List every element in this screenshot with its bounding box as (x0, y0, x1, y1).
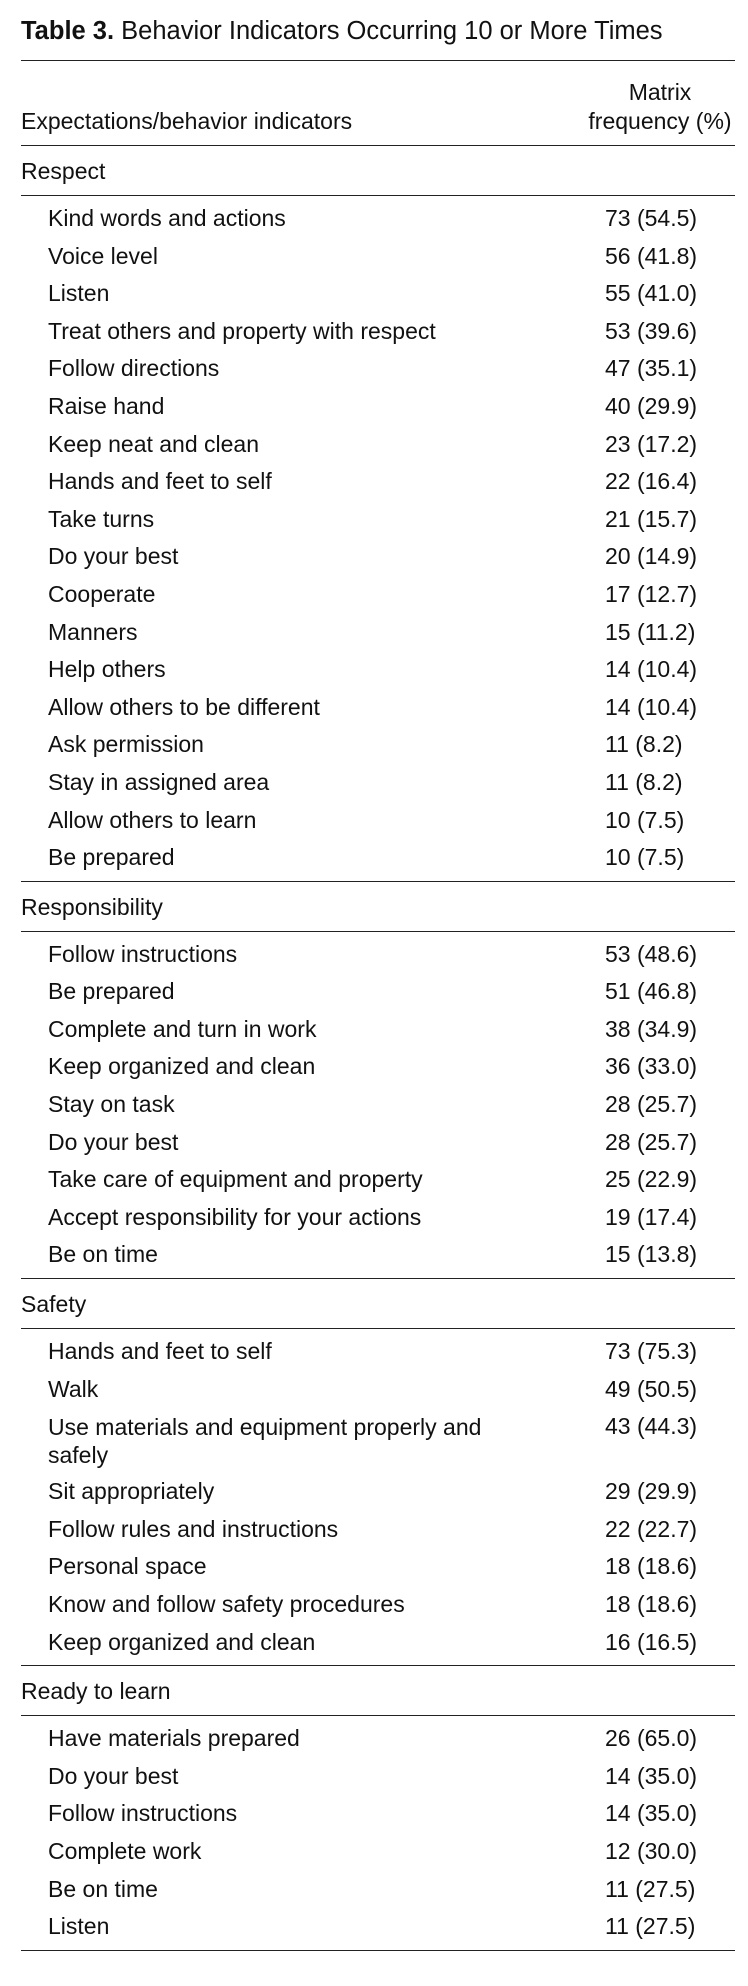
frequency-value: 47 (35.1) (605, 355, 698, 382)
table-section-respect (21, 146, 735, 881)
indicator-label: Know and follow safety procedures (48, 1591, 405, 1617)
table-row (21, 1624, 735, 1662)
indicator-label: Walk (48, 1375, 99, 1402)
frequency-value: 11 (8.2) (605, 768, 683, 795)
table-row (21, 1333, 735, 1371)
section-label: Ready to learn (21, 1678, 171, 1705)
frequency-value: 19 (17.4) (605, 1203, 698, 1230)
indicator-label: Have materials prepared (48, 1725, 300, 1752)
table-row (21, 1124, 735, 1162)
frequency-value: 55 (41.0) (605, 280, 698, 307)
table-header (21, 61, 735, 145)
frequency-value: 15 (11.2) (605, 618, 696, 645)
indicator-label: Be on time (48, 1875, 158, 1902)
indicator-label: Do your best (48, 1128, 179, 1155)
frequency-value: 38 (34.9) (605, 1015, 698, 1042)
indicator-label: Follow directions (48, 355, 220, 382)
indicator-label: Sit appropriately (48, 1478, 215, 1505)
indicator-label: Follow instructions (48, 940, 238, 967)
table-row (21, 1011, 735, 1049)
table-row (21, 1758, 735, 1796)
indicator-label: Use materials and equipment properly and safely (48, 1414, 482, 1469)
table-row (21, 802, 735, 840)
indicator-label: Voice level (48, 242, 158, 269)
section-label: Respect (21, 158, 106, 184)
indicator-label: Hands and feet to self (48, 468, 272, 495)
table-row (21, 1720, 735, 1758)
table-row (21, 973, 735, 1011)
indicator-label: Follow rules and instructions (48, 1515, 339, 1542)
frequency-value: 18 (18.6) (605, 1591, 698, 1617)
table-row (21, 538, 735, 576)
frequency-value: 10 (7.5) (605, 844, 685, 871)
frequency-value: 17 (12.7) (605, 580, 698, 607)
indicator-label: Ask permission (48, 731, 204, 758)
frequency-value: 49 (50.5) (605, 1375, 698, 1402)
frequency-value: 14 (35.0) (605, 1762, 698, 1789)
table-row (21, 1086, 735, 1124)
frequency-value: 18 (18.6) (605, 1553, 698, 1580)
indicator-label: Accept responsibility for your actions (48, 1203, 422, 1230)
indicator-label: Stay on task (48, 1091, 175, 1118)
column-header-indicators: Expectations/behavior indicators (21, 108, 353, 134)
column-header-frequency (580, 78, 740, 136)
column-header-frequency-line2: frequency (%) (588, 108, 732, 134)
table-row (21, 839, 735, 877)
frequency-value: 73 (75.3) (605, 1338, 698, 1365)
table-row (21, 576, 735, 614)
table-page (21, 0, 735, 1951)
table-row (21, 1586, 735, 1624)
indicator-label: Take care of equipment and property (48, 1166, 423, 1193)
frequency-value: 14 (10.4) (605, 693, 698, 720)
frequency-value: 25 (22.9) (605, 1166, 698, 1193)
indicator-label: Be on time (48, 1241, 158, 1268)
table-row (21, 936, 735, 974)
table-title (21, 16, 735, 46)
indicator-label: Manners (48, 618, 138, 645)
table-body (21, 146, 735, 1951)
frequency-value: 53 (39.6) (605, 317, 698, 344)
table-row (21, 501, 735, 539)
table-number: Table 3. (21, 17, 115, 45)
table-row (21, 1511, 735, 1549)
indicator-label: Allow others to learn (48, 806, 257, 833)
indicator-label: Keep organized and clean (48, 1628, 316, 1655)
frequency-value: 73 (54.5) (605, 205, 698, 231)
frequency-value: 56 (41.8) (605, 242, 698, 269)
indicator-label: Listen (48, 1913, 110, 1940)
frequency-value: 53 (48.6) (605, 940, 698, 967)
section-rows (21, 932, 735, 1278)
table-row (21, 1161, 735, 1199)
indicator-label: Complete and turn in work (48, 1015, 317, 1042)
indicator-label: Be prepared (48, 978, 175, 1005)
table-row (21, 614, 735, 652)
frequency-value: 22 (22.7) (605, 1515, 698, 1542)
indicator-label: Keep neat and clean (48, 430, 260, 457)
table-row (21, 1833, 735, 1871)
frequency-value: 43 (44.3) (605, 1413, 698, 1440)
frequency-value: 40 (29.9) (605, 392, 698, 419)
table-row (21, 1048, 735, 1086)
frequency-value: 14 (35.0) (605, 1800, 698, 1827)
column-header-frequency-line1: Matrix (628, 79, 692, 105)
frequency-value: 14 (10.4) (605, 656, 698, 683)
table-row (21, 1908, 735, 1946)
indicator-label: Do your best (48, 543, 179, 570)
table-section-ready-to-learn (21, 1666, 735, 1950)
indicator-label: Treat others and property with respect (48, 317, 436, 344)
section-rows (21, 1329, 735, 1665)
table-row (21, 1199, 735, 1237)
frequency-value: 20 (14.9) (605, 543, 698, 570)
indicator-label: Take turns (48, 505, 155, 532)
table-row (21, 463, 735, 501)
section-rows (21, 1716, 735, 1950)
indicator-label: Complete work (48, 1837, 202, 1864)
indicator-label: Personal space (48, 1553, 207, 1580)
section-label: Responsibility (21, 893, 163, 920)
indicator-label: Allow others to be different (48, 693, 320, 720)
table-row (21, 350, 735, 388)
table-row (21, 764, 735, 802)
table-row (21, 726, 735, 764)
table-row (21, 651, 735, 689)
indicator-label: Help others (48, 656, 166, 683)
table-section-responsibility (21, 882, 735, 1278)
indicator-label: Listen (48, 280, 110, 307)
frequency-value: 16 (16.5) (605, 1628, 698, 1655)
frequency-value: 36 (33.0) (605, 1053, 698, 1080)
table-row (21, 1236, 735, 1274)
frequency-value: 29 (29.9) (605, 1478, 698, 1505)
indicator-label: Raise hand (48, 392, 165, 419)
indicator-label: Hands and feet to self (48, 1338, 272, 1365)
frequency-value: 22 (16.4) (605, 468, 698, 495)
indicator-label: Keep organized and clean (48, 1053, 316, 1080)
frequency-value: 28 (25.7) (605, 1091, 698, 1118)
table-row (21, 1371, 735, 1409)
frequency-value: 15 (13.8) (605, 1241, 698, 1268)
table-section-safety (21, 1279, 735, 1665)
frequency-value: 11 (27.5) (605, 1875, 696, 1902)
table-row (21, 426, 735, 464)
section-label: Safety (21, 1291, 87, 1318)
indicator-label: Be prepared (48, 844, 175, 871)
frequency-value: 11 (8.2) (605, 731, 683, 758)
frequency-value: 51 (46.8) (605, 978, 698, 1005)
table-row (21, 275, 735, 313)
indicator-label: Stay in assigned area (48, 768, 270, 795)
table-row (21, 1548, 735, 1586)
table-row (21, 313, 735, 351)
table-row (21, 689, 735, 727)
frequency-value: 28 (25.7) (605, 1128, 698, 1155)
table-row (21, 1408, 735, 1473)
section-rows (21, 196, 735, 881)
table-row (21, 1795, 735, 1833)
frequency-value: 10 (7.5) (605, 806, 685, 833)
table-row (21, 200, 735, 238)
frequency-value: 23 (17.2) (605, 430, 698, 457)
table-row (21, 388, 735, 426)
table-row (21, 1473, 735, 1511)
table-caption: Behavior Indicators Occurring 10 or More Times (121, 17, 663, 45)
indicator-label: Kind words and actions (48, 205, 286, 231)
frequency-value: 21 (15.7) (605, 505, 698, 532)
frequency-value: 12 (30.0) (605, 1837, 698, 1864)
indicator-label: Follow instructions (48, 1800, 238, 1827)
table-row (21, 238, 735, 276)
indicator-label: Cooperate (48, 580, 156, 607)
section-bottom-rule (21, 1950, 735, 1951)
frequency-value: 26 (65.0) (605, 1725, 698, 1752)
frequency-value: 11 (27.5) (605, 1913, 696, 1940)
table-row (21, 1871, 735, 1909)
indicator-label: Do your best (48, 1762, 179, 1789)
